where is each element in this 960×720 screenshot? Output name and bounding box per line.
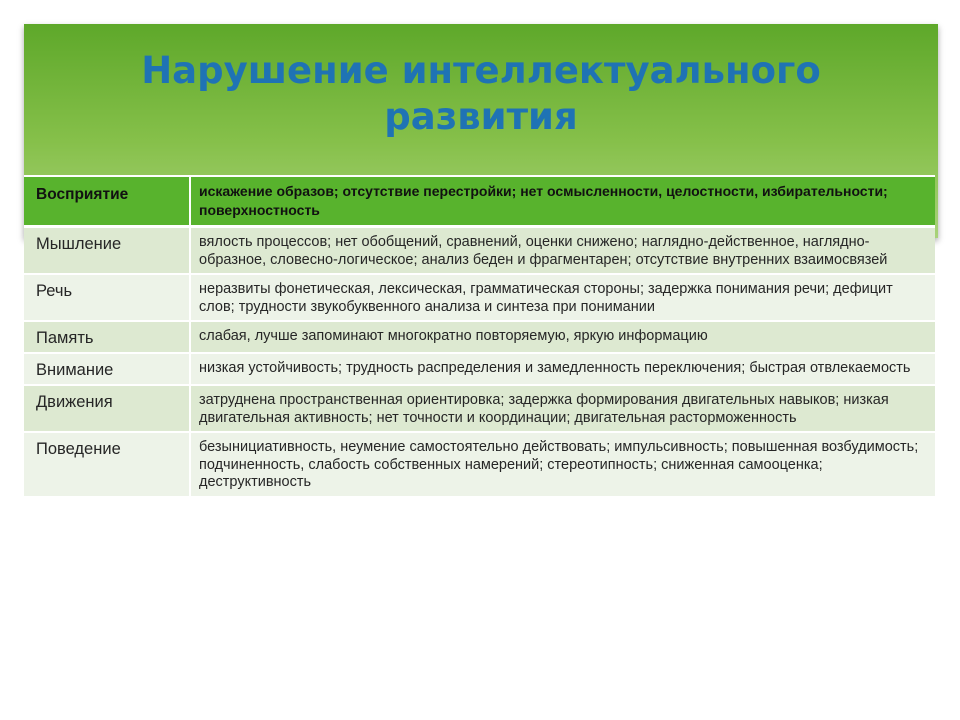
row-label-cell: Память <box>24 321 190 353</box>
row-description-cell: слабая, лучше запоминают многократно повторяемую, яркую информацию <box>190 321 935 353</box>
row-description-cell: безынициативность, неумение самостоятельно действовать; импульсивность; повышенная возбудимость; подчиненность, слабость собственных намерений; стереотипность; сниженная самооценка; деструктивность <box>190 432 935 497</box>
row-label-cell: Речь <box>24 274 190 321</box>
row-label-cell: Мышление <box>24 227 190 275</box>
slide-title-line-2: развития <box>384 95 578 138</box>
row-label-cell: Внимание <box>24 353 190 385</box>
slide-title <box>24 48 938 140</box>
row-label-cell: Движения <box>24 385 190 432</box>
table-row <box>24 227 935 275</box>
row-label-cell: Поведение <box>24 432 190 497</box>
table-row <box>24 353 935 385</box>
table-header-row <box>24 176 935 227</box>
row-description-cell: низкая устойчивость; трудность распределения и замедленность переключения; быстрая отвлекаемость <box>190 353 935 385</box>
slide-title-line-1: Нарушение интеллектуального <box>141 49 821 92</box>
impairment-table <box>24 175 935 498</box>
table-row <box>24 274 935 321</box>
table-row <box>24 321 935 353</box>
row-description-cell: вялость процессов; нет обобщений, сравнений, оценки снижено; наглядно-действенное, наглядно-образное, словесно-логическое; анализ беден и фрагментарен; отсутствие внутренних взаимосвязей <box>190 227 935 275</box>
header-description-cell: искажение образов; отсутствие перестройки; нет осмысленности, целостности, избирательности; поверхностность <box>190 176 935 227</box>
table-row <box>24 432 935 497</box>
row-description-cell: затруднена пространственная ориентировка; задержка формирования двигательных навыков; низкая двигательная активность; нет точности и координации; двигательная расторможенность <box>190 385 935 432</box>
row-description-cell: неразвиты фонетическая, лексическая, грамматическая стороны; задержка понимания речи; дефицит слов; трудности звукобуквенного анализа и синтеза при понимании <box>190 274 935 321</box>
header-label-cell: Восприятие <box>24 176 190 227</box>
table-row <box>24 385 935 432</box>
